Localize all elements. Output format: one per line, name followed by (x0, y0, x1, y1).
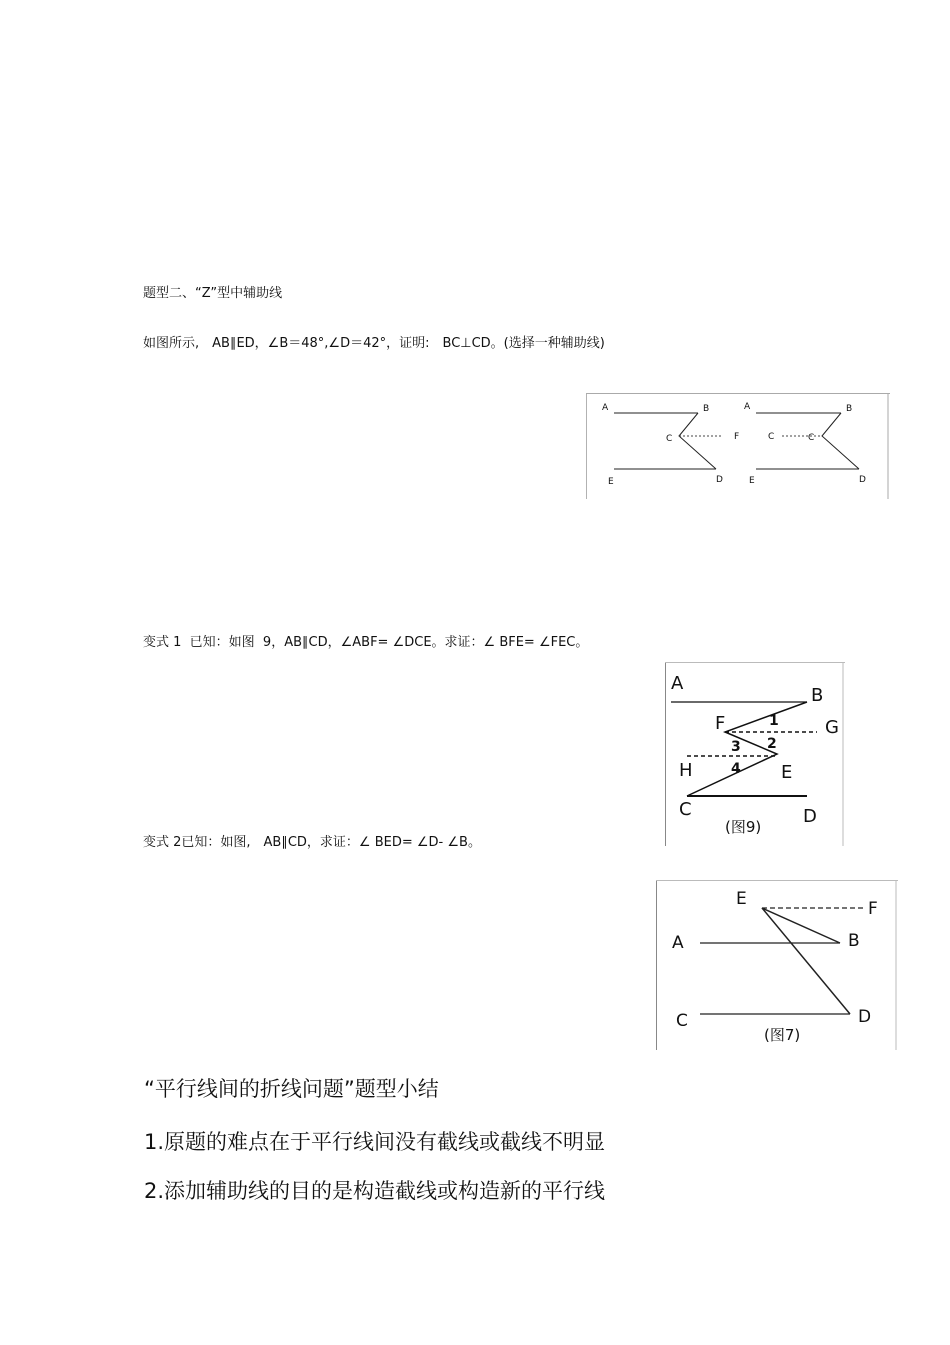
label-d-2: D (859, 475, 866, 485)
fig9-label-b: B (811, 685, 824, 706)
fig7-label-b: B (848, 931, 860, 951)
fig7-label-f: F (868, 899, 878, 919)
fig9-label-d: D (803, 806, 817, 827)
section-heading: 题型二、“Z”型中辅助线 (143, 286, 283, 301)
label-f: F (734, 432, 740, 442)
fig7-caption: (图7) (764, 1026, 801, 1044)
fig9-angle-1: 1 (769, 713, 779, 729)
variant1-statement: 变式 1 已知：如图 9，AB∥CD，∠ABF= ∠DCE。求证：∠ BFE= ∠FEC。 (143, 635, 589, 650)
summary-title: “平行线间的折线问题”题型小结 (144, 1077, 439, 1101)
figure-z-shape (586, 393, 890, 499)
label-e-2: E (749, 476, 755, 486)
label-b-2: B (846, 404, 853, 414)
fig9-label-h: H (679, 760, 693, 781)
fig9-caption: (图9) (725, 818, 762, 836)
fig9-angle-2: 2 (767, 736, 777, 752)
summary-point-1: 1.原题的难点在于平行线间没有截线或截线不明显 (144, 1130, 606, 1154)
label-a-2: A (744, 402, 751, 412)
label-c: C (666, 434, 673, 444)
problem-statement: 如图所示, AB∥ED，∠B＝48°,∠D＝42°，证明: BC⊥CD。(选择一种辅助线) (143, 336, 605, 351)
fig9-label-a: A (671, 673, 684, 694)
fig9-label-c: C (679, 799, 692, 820)
fig9-label-g: G (825, 717, 839, 738)
variant2-statement: 变式 2已知：如图, AB∥CD，求证：∠ BED= ∠D- ∠B。 (143, 835, 481, 850)
label-c-2b: C (808, 433, 815, 443)
figure-7 (656, 880, 898, 1050)
label-b: B (703, 404, 710, 414)
label-c-2a: C (768, 432, 775, 442)
figure-9 (665, 662, 845, 846)
fig7-label-e: E (736, 889, 747, 909)
fig9-angle-4: 4 (731, 761, 741, 777)
summary-point-2: 2.添加辅助线的目的是构造截线或构造新的平行线 (144, 1179, 606, 1203)
label-d: D (716, 475, 723, 485)
fig7-label-a: A (672, 933, 684, 953)
label-a: A (602, 403, 609, 413)
fig9-label-f: F (715, 713, 726, 734)
fig9-angle-3: 3 (731, 739, 741, 755)
fig7-label-d: D (858, 1007, 872, 1027)
fig7-label-c: C (676, 1011, 688, 1031)
label-e: E (608, 477, 614, 487)
fig9-label-e: E (781, 762, 793, 783)
